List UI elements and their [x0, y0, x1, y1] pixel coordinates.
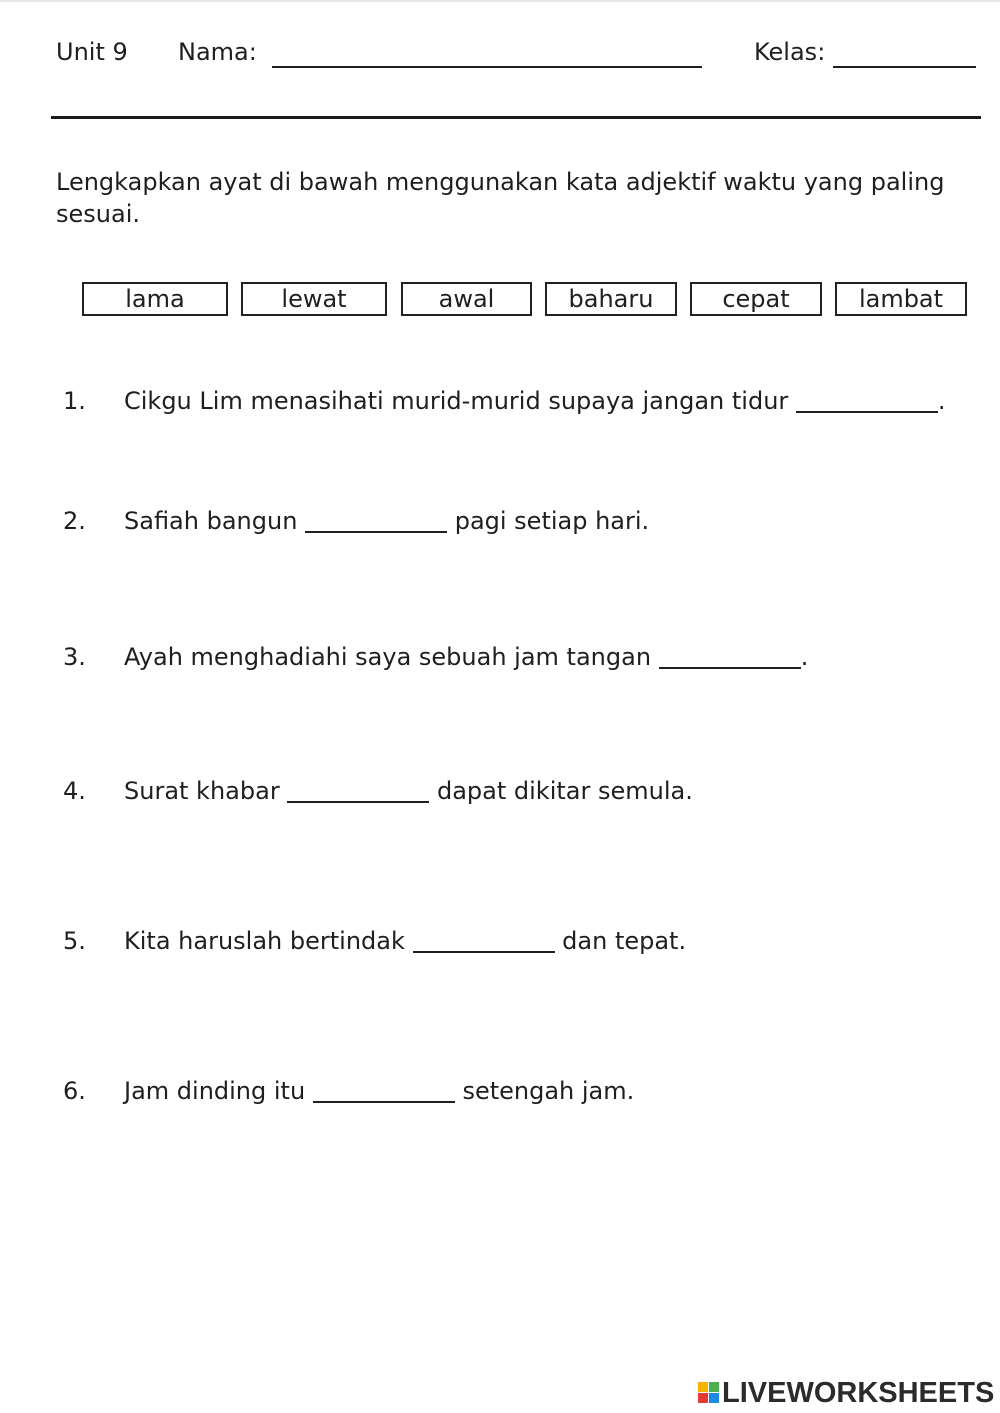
word-bank-item[interactable]: lambat: [835, 282, 967, 316]
question-text-after: dan tepat.: [562, 927, 687, 955]
question-number: 3.: [63, 643, 86, 671]
header-divider: [51, 116, 981, 119]
question-text: [124, 643, 808, 671]
question-text-after: pagi setiap hari.: [454, 507, 650, 535]
question-text-after: .: [800, 643, 809, 671]
question-text-after: dapat dikitar semula.: [436, 777, 693, 805]
question-number: 2.: [63, 507, 86, 535]
name-label: Nama:: [178, 38, 257, 66]
question-number: 4.: [63, 777, 86, 805]
unit-label: Unit 9: [56, 38, 128, 66]
word-bank-item[interactable]: lama: [82, 282, 228, 316]
question-number: 1.: [63, 387, 86, 415]
question-text: [124, 1077, 634, 1105]
class-label: Kelas:: [754, 38, 826, 66]
question-text-before: Jam dinding itu: [124, 1077, 306, 1105]
question-number: 5.: [63, 927, 86, 955]
word-bank: [0, 282, 1000, 320]
instruction-text: Lengkapkan ayat di bawah menggunakan kata adjektif waktu yang paling sesuai.: [56, 168, 945, 228]
question-text-before: Kita haruslah bertindak: [124, 927, 405, 955]
answer-blank[interactable]: [313, 1101, 455, 1103]
question-text-before: Surat khabar: [124, 777, 280, 805]
question-text-before: Ayah menghadiahi saya sebuah jam tangan: [124, 643, 652, 671]
answer-blank[interactable]: [287, 801, 429, 803]
question-text-before: Cikgu Lim menasihati murid-murid supaya jangan tidur: [124, 387, 789, 415]
liveworksheets-logo-icon: [698, 1382, 720, 1404]
answer-blank[interactable]: [659, 667, 801, 669]
question-text: [124, 387, 946, 415]
question-text: [124, 777, 693, 805]
question-text: [124, 507, 649, 535]
word-bank-item[interactable]: awal: [401, 282, 532, 316]
answer-blank[interactable]: [305, 531, 447, 533]
word-bank-item[interactable]: lewat: [241, 282, 387, 316]
answer-blank[interactable]: [413, 951, 555, 953]
question-number: 6.: [63, 1077, 86, 1105]
word-bank-item[interactable]: baharu: [545, 282, 677, 316]
class-field[interactable]: [833, 66, 976, 68]
question-text: [124, 927, 686, 955]
question-text-after: .: [937, 387, 946, 415]
name-field[interactable]: [272, 66, 702, 68]
answer-blank[interactable]: [796, 411, 938, 413]
question-text-before: Safiah bangun: [124, 507, 298, 535]
word-bank-item[interactable]: cepat: [690, 282, 822, 316]
question-text-after: setengah jam.: [462, 1077, 635, 1105]
brand-name: LIVEWORKSHEETS: [722, 1377, 995, 1409]
page-top-border: [0, 0, 1000, 2]
